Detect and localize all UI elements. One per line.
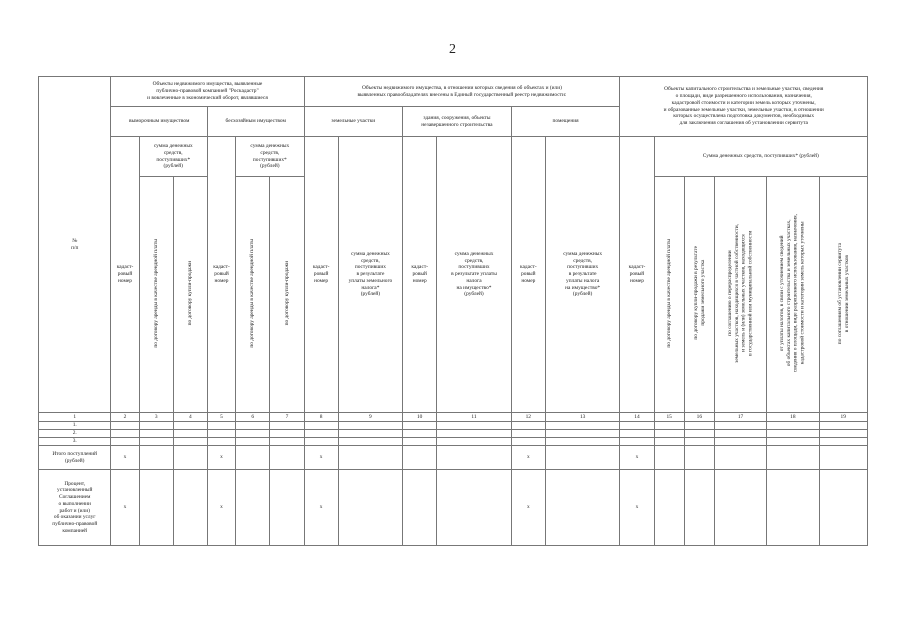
header-sum-received-escheat: сумма денежных средств, поступивших* (рублей) [139, 137, 207, 177]
cadastral-number-10: кадаст- ровый номер [403, 137, 437, 413]
row-label: 1. [39, 422, 111, 430]
column-numbers-row [39, 413, 868, 422]
header-taxes-18: от уплаты налогов, в связи с уточнением сведений об объектах капитального строительства и земельных участках, сведения о площади, виде разрешенного использования, назначения, кадастровой стоимости и категории земель которых уточнены [767, 177, 819, 413]
header-lease-6: по договору аренды в качестве арендной платы [236, 177, 270, 413]
x-mark: x [511, 446, 545, 470]
col-number: 2 [111, 413, 139, 422]
header-sale-16: по договору купли-продажи в результате продажи земельного участка [684, 177, 714, 413]
col-number: 10 [403, 413, 437, 422]
row-label: 3. [39, 438, 111, 446]
header-sum-received-ownerless: сумма денежных средств, поступивших* (рублей) [236, 137, 304, 177]
x-mark: x [304, 470, 338, 546]
header-buildings: здания, сооружения, объекты незавершенного строительства [403, 107, 512, 137]
x-mark: x [620, 446, 654, 470]
row-label: 2. [39, 430, 111, 438]
header-servitude-19: по соглашениям об установлении сервитута в отношении земельных участков [819, 177, 868, 413]
cadastral-number-12: кадаст- ровый номер [511, 137, 545, 413]
percent-row [39, 470, 868, 546]
page-number: 2 [449, 42, 456, 57]
col-number: 5 [207, 413, 235, 422]
x-mark: x [620, 470, 654, 546]
col-number: 8 [304, 413, 338, 422]
col-number: 9 [338, 413, 402, 422]
col-number: 19 [819, 413, 868, 422]
col-number: 3 [139, 413, 173, 422]
table-row [39, 430, 868, 438]
header-sale-4: по договору купли-продажи [173, 177, 207, 413]
cadastral-number-2: кадаст- ровый номер [111, 137, 139, 413]
header-land-tax: сумма денежных средств, поступивших в результате уплаты земельного налога* (рублей) [338, 137, 402, 413]
col-number: 1 [39, 413, 111, 422]
col-number: 14 [620, 413, 654, 422]
header-lease-3: по договору аренды в качестве арендной платы [139, 177, 173, 413]
col-number: 16 [684, 413, 714, 422]
x-mark: x [111, 446, 139, 470]
col-number: 15 [654, 413, 684, 422]
header-ownerless: бесхозяйным имуществом [207, 107, 304, 137]
total-label: Итого поступлений (рублей) [39, 446, 111, 470]
group-header-involved: Объекты недвижимого имущества, выявленные публично-правовой компанией "Роскадастр" и вовлеченные в экономический оборот, являвшиеся [111, 77, 304, 107]
percent-label: Процент, установленный Соглашением о выполнении работ и (или) об оказании услуг публично-правовой компанией [39, 470, 111, 546]
col-number: 6 [236, 413, 270, 422]
col-number: 11 [437, 413, 511, 422]
header-lease-15: по договору аренды в качестве арендной платы [654, 177, 684, 413]
group-header-capital: Объекты капитального строительства и земельные участки, сведения о площади, виде разрешенного использования, назначения, кадастровой стоимости и категории земель которых уточнены, и образованные земельные участки, земельные участки, в отношении которых осуществлена подготовка документов, необходимых для заключения соглашения об установлении сервитута [620, 77, 868, 137]
row-number-header: № п/п [39, 77, 111, 413]
col-number: 18 [767, 413, 819, 422]
col-number: 13 [545, 413, 619, 422]
header-premises: помещения [511, 107, 620, 137]
x-mark: x [511, 470, 545, 546]
x-mark: x [304, 446, 338, 470]
header-property-tax-buildings: сумма денежных средств, поступивших в результате уплаты налога на имущество* (рублей) [437, 137, 511, 413]
cadastral-number-5: кадаст- ровый номер [207, 137, 235, 413]
header-sale-7: по договору купли-продажи [270, 177, 304, 413]
header-sum-received-capital: Сумма денежных средств, поступивших* (рублей) [654, 137, 867, 177]
group-header-egrn: Объекты недвижимого имущества, в отношении которых сведения об объектах и (или) выявленных правообладателях внесены в Единый государственный реестр недвижимости: [304, 77, 620, 107]
header-escheat: выморочным имуществом [111, 107, 208, 137]
col-number: 17 [714, 413, 766, 422]
header-land-plots: земельные участки [304, 107, 403, 137]
cadastral-number-14: кадаст- ровый номер [620, 137, 654, 413]
cadastral-number-8: кадаст- ровый номер [304, 137, 338, 413]
table-row [39, 438, 868, 446]
x-mark: x [207, 446, 235, 470]
x-mark: x [111, 470, 139, 546]
col-number: 4 [173, 413, 207, 422]
x-mark: x [207, 470, 235, 546]
header-redistribution-17: по соглашению о перераспределении земельных участков, находящихся в частной собственности, и земель и (или) земельных участков, находящихся в государственной или муниципальной собственности [714, 177, 766, 413]
table-row [39, 422, 868, 430]
total-row [39, 446, 868, 470]
header-property-tax-premises: сумма денежных средств, поступивших в результате уплаты налога на имущество* (рублей) [545, 137, 619, 413]
report-table [38, 76, 868, 546]
col-number: 7 [270, 413, 304, 422]
col-number: 12 [511, 413, 545, 422]
